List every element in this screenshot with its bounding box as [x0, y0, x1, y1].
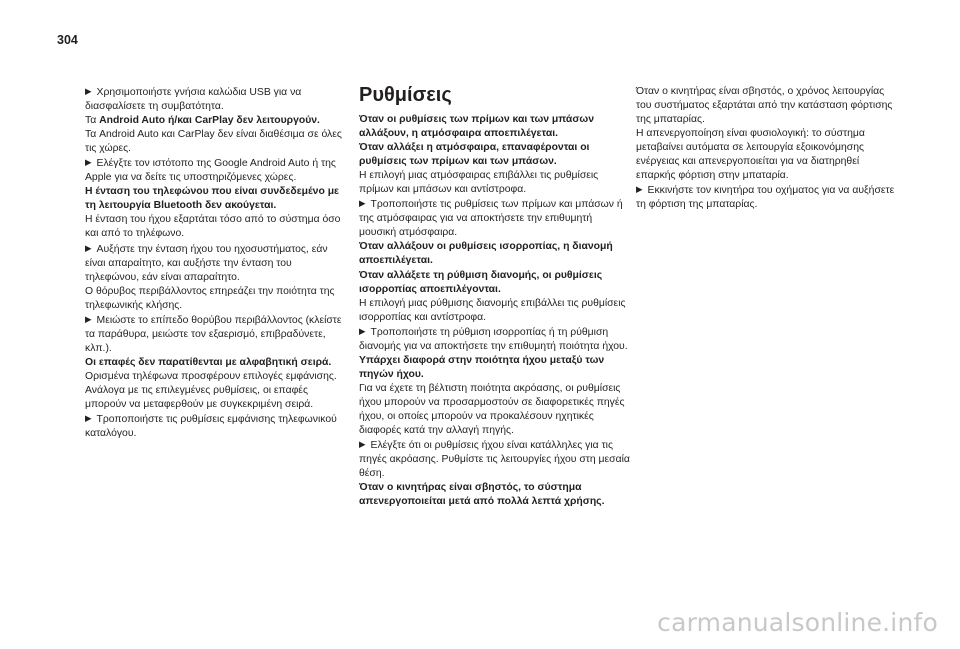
instruction-bullet: ▶ Χρησιμοποιήστε γνήσια καλώδια USB για να διασφαλίσετε τη συμβατότητα. [85, 85, 347, 114]
page-number: 304 [57, 33, 78, 47]
heading-bold: Android Auto ή/και CarPlay δεν λειτουργούν. [99, 115, 320, 127]
problem-heading: Η ένταση του τηλεφώνου που είναι συνδεδεμένο με τη λειτουργία Bluetooth δεν ακούγεται. [85, 186, 339, 212]
instruction-bullet: ▶ Ελέγξτε ότι οι ρυθμίσεις ήχου είναι κατάλληλες για τις πηγές ακρόασης. Ρυθμίστε τις λειτουργίες ήχου στη μεσαία θέση. [359, 438, 631, 481]
problem-heading: Οι επαφές δεν παρατίθενται με αλφαβητική σειρά. [85, 356, 332, 368]
explanation-paragraph: Η επιλογή μιας ατμόσφαιρας επιβάλλει τις ρυθμίσεις πρίμων και μπάσων και αντίστροφα. [359, 170, 599, 196]
problem-heading [85, 114, 347, 128]
settings-paragraphs [359, 113, 631, 509]
explanation-paragraph: Όταν ο κινητήρας είναι σβηστός, ο χρόνος λειτουργίας του συστήματος εξαρτάται από την κατάσταση φόρτισης της μπαταρίας. [636, 86, 893, 126]
explanation-paragraph: Ο θόρυβος περιβάλλοντος επηρεάζει την ποιότητα της τηλεφωνικής κλήσης. [85, 285, 335, 311]
problem-heading: Υπάρχει διαφορά στην ποιότητα ήχου μεταξύ των πηγών ήχου. [359, 354, 605, 380]
problem-heading: Όταν αλλάξουν οι ρυθμίσεις ισορροπίας, η διανομή αποεπιλέγεται. [359, 241, 613, 267]
explanation-paragraph: Η ένταση του ήχου εξαρτάται τόσο από το σύστημα όσο και από το τηλέφωνο. [85, 214, 341, 240]
instruction-bullet: ▶ Τροποποιήστε τις ρυθμίσεις των πρίμων και μπάσων ή της ατμόσφαιρας για να αποκτήσετε την επιθυμητή μουσική ατμόσφαιρα. [359, 197, 631, 240]
heading-lead: Τα [85, 115, 100, 127]
problem-heading: Όταν αλλάξει η ατμόσφαιρα, επαναφέρονται οι ρυθμίσεις των πρίμων και των μπάσων. [359, 142, 590, 168]
problem-heading: Όταν αλλάξετε τη ρύθμιση διανομής, οι ρυθμίσεις ισορροπίας αποεπιλέγονται. [359, 269, 603, 295]
column-power-saving [636, 85, 900, 212]
problem-heading: Όταν οι ρυθμίσεις των πρίμων και των μπάσων αλλάξουν, η ατμόσφαιρα αποεπιλέγεται. [359, 114, 594, 140]
section-title-settings: Ρυθμίσεις [359, 84, 452, 106]
instruction-bullet: ▶ Αυξήστε την ένταση ήχου του ηχοσυστήματος, εάν είναι απαραίτητο, και αυξήστε την ένταση του τηλεφώνου, εάν είναι απαραίτητο. [85, 242, 347, 285]
explanation-paragraph: Τα Android Auto και CarPlay δεν είναι διαθέσιμα σε όλες τις χώρες. [85, 129, 342, 155]
column-settings [359, 85, 631, 509]
instruction-bullet: ▶ Τροποποιήστε τις ρυθμίσεις εμφάνισης τηλεφωνικού καταλόγου. [85, 412, 347, 441]
instruction-bullet: ▶ Εκκινήστε τον κινητήρα του οχήματος για να αυξήσετε τη φόρτιση της μπαταρίας. [636, 183, 900, 212]
explanation-paragraph: Η επιλογή μιας ρύθμισης διανομής επιβάλλει τις ρυθμίσεις ισορροπίας και αντίστροφα. [359, 297, 626, 323]
instruction-bullet: ▶ Ελέγξτε τον ιστότοπο της Google Android Auto ή της Apple για να δείτε τις υποστηριζόμενες χώρες. [85, 156, 347, 185]
problem-heading: Όταν ο κινητήρας είναι σβηστός, το σύστημα απενεργοποιείται μετά από πολλά λεπτά χρήσης. [359, 482, 605, 508]
instruction-bullet: ▶ Τροποποιήστε τη ρύθμιση ισορροπίας ή τη ρύθμιση διανομής για να αποκτήσετε την επιθυμητή ποιότητα ήχου. [359, 325, 631, 354]
watermark-text: carmanualsonline.info [657, 608, 938, 637]
column-troubleshooting-connectivity [85, 85, 347, 441]
instruction-bullet: ▶ Μειώστε το επίπεδο θορύβου περιβάλλοντος (κλείστε τα παράθυρα, μειώστε τον εξαερισμό, επιβραδύνετε, κλπ.). [85, 313, 347, 356]
explanation-paragraph: Η απενεργοποίηση είναι φυσιολογική: το σύστημα μεταβαίνει αυτόματα σε λειτουργία εξοικονόμησης ενέργειας και απενεργοποιείται για να διατηρηθεί επαρκής φόρτιση στην μπαταρία. [636, 128, 865, 182]
explanation-paragraph: Ορισμένα τηλέφωνα προσφέρουν επιλογές εμφάνισης. Ανάλογα με τις επιλεγμένες ρυθμίσεις, οι επαφές μπορούν να μεταφερθούν με συγκεκριμένη σειρά. [85, 370, 337, 411]
explanation-paragraph: Για να έχετε τη βέλτιστη ποιότητα ακρόασης, οι ρυθμίσεις ήχου μπορούν να προσαρμοστούν σε διαφορετικές πηγές ήχου, οι οποίες μπορούν να προκαλέσουν ηχητικές διαφορές κατά την αλλαγή πηγής. [359, 382, 625, 437]
